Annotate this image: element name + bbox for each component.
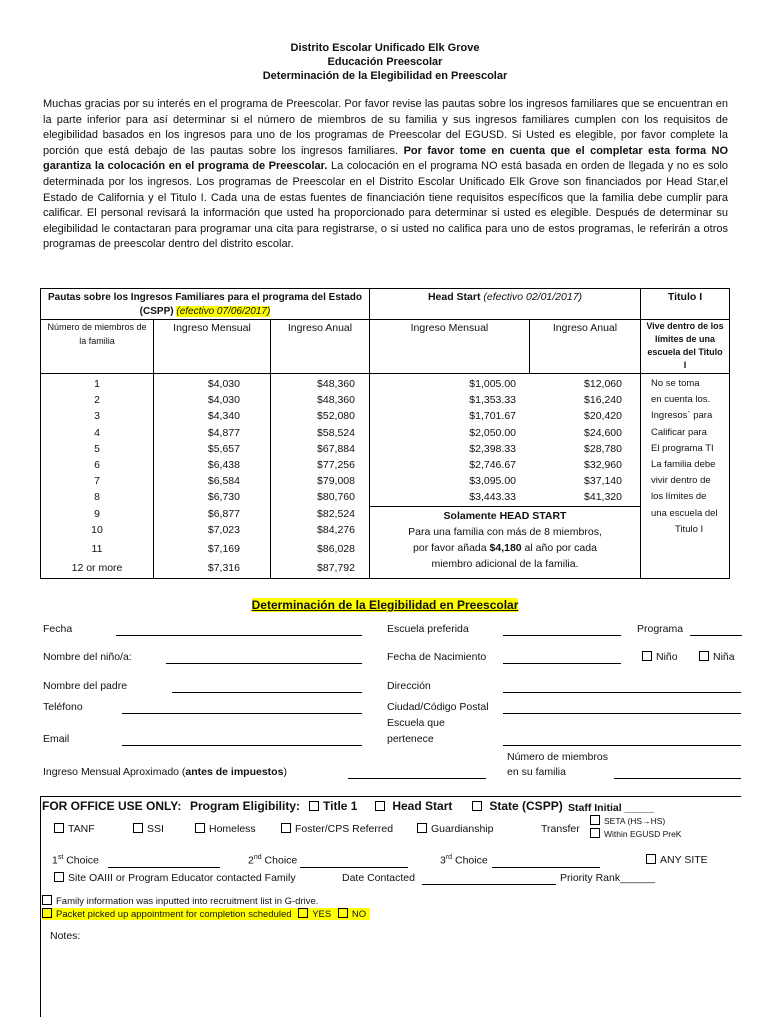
transfer-label: Transfer bbox=[541, 823, 580, 835]
checkbox-icon bbox=[472, 801, 482, 811]
email-field[interactable] bbox=[122, 745, 362, 746]
nombre-nino-label: Nombre del niño/a: bbox=[43, 651, 132, 663]
fecha-nac-label: Fecha de Nacimiento bbox=[387, 651, 487, 663]
first-choice-field[interactable] bbox=[108, 867, 220, 868]
checkbox-icon bbox=[417, 823, 427, 833]
monthly-cell: $7,316 bbox=[207, 562, 240, 575]
nombre-padre-label: Nombre del padre bbox=[43, 680, 128, 692]
hs-annual-cell: $16,240 bbox=[584, 394, 622, 407]
intro-text-1: Muchas gracias por su interés en el programa de Preescolar. Por favor revise las pautas sobre los ingresos familiares que se encuentran en la parte inferior para así determinar si el número de miembros de su familia y sus ingresos familiares cumplen con los requisitos de elegibilidad basados en los ingresos para uno de los programas de Preescolar del EGUSD. Si Usted es elegible, por favor complete la porción que está debajo de las pautas sobre los ingresos familiares. bbox=[43, 98, 728, 157]
notes-label: Notes: bbox=[50, 930, 81, 942]
escuela-field[interactable] bbox=[503, 635, 621, 636]
hs-monthly-cell: $2,398.33 bbox=[469, 442, 516, 455]
programa-field[interactable] bbox=[690, 635, 742, 636]
num-miembros-field[interactable] bbox=[614, 778, 741, 779]
telefono-label: Teléfono bbox=[43, 701, 83, 713]
checkbox-icon bbox=[699, 651, 709, 661]
checkbox-icon bbox=[133, 823, 143, 833]
ssi-checkbox[interactable]: SSI bbox=[133, 823, 164, 835]
checkbox-icon bbox=[375, 801, 385, 811]
hs-annual-cell: $32,960 bbox=[584, 459, 622, 472]
col-hs-annual: Ingreso Anual bbox=[529, 320, 640, 374]
hs-note: Para una familia con más de 8 miembros, por favor añada $4,180 al año por cada miembro adicional de la familia. bbox=[408, 525, 602, 570]
hs-monthly-cell: $2,746.67 bbox=[469, 459, 516, 472]
date-contacted-label: Date Contacted bbox=[342, 872, 415, 884]
escuela-pertenece-field[interactable] bbox=[503, 745, 741, 746]
members-cell: 5 bbox=[94, 442, 100, 455]
packet-checkbox[interactable]: Packet picked up appointment for completion scheduled YES NO bbox=[42, 908, 370, 920]
annual-cell: $82,524 bbox=[317, 507, 355, 520]
members-cell: 9 bbox=[94, 507, 100, 520]
monthly-cell: $6,438 bbox=[207, 459, 240, 472]
table-body-row bbox=[41, 374, 730, 579]
form-title: Determinación de la Elegibilidad en Preescolar bbox=[251, 598, 519, 612]
annual-cell: $58,524 bbox=[317, 426, 355, 439]
title1-checkbox[interactable]: Title 1 bbox=[309, 799, 357, 813]
hs-annual-cell: $20,420 bbox=[584, 410, 622, 423]
nombre-padre-field[interactable] bbox=[172, 692, 362, 693]
intro-text-2: La colocación en el programa NO está basada en orden de llegada y no es solo determinada por los ingresos. Los programas de Preescolar en el Distrito Escolar Unificado Elk Grove son financiados por Head Star,el Estado de California y el Titulo I. Cada una de estas fuentes de financiación tiene requisitos específicos que la familia debe cumplir para calificar. El personal revisará la información que usted ha proporcionado para determinar si usted es elegible. Después de determinar su elegibilidad le contactaran para programar una cita para registrarse, o si usted no califica para uno de estos programas, le referirán a otros programas de preescolar dentro del distrito escolar. bbox=[43, 160, 729, 251]
third-choice-field[interactable] bbox=[492, 867, 600, 868]
members-cell: 4 bbox=[94, 426, 100, 439]
nombre-nino-field[interactable] bbox=[166, 663, 362, 664]
fecha-nac-field[interactable] bbox=[503, 663, 621, 664]
checkbox-icon bbox=[646, 854, 656, 864]
hs-monthly-cell: $1,701.67 bbox=[469, 410, 516, 423]
checkbox-icon bbox=[590, 828, 600, 838]
checkbox-icon bbox=[195, 823, 205, 833]
direccion-label: Dirección bbox=[387, 680, 431, 692]
col-members: Número de miembros de la familia bbox=[41, 320, 154, 374]
foster-checkbox[interactable]: Foster/CPS Referred bbox=[281, 823, 393, 835]
page-title: Determinación de la Elegibilidad en Preescolar bbox=[262, 70, 508, 82]
programa-label: Programa bbox=[637, 623, 684, 635]
num-miembros-label-1: Número de miembros bbox=[507, 751, 608, 763]
titulo-header: Titulo I bbox=[641, 289, 730, 320]
monthly-cell: $4,340 bbox=[207, 410, 240, 423]
cspp-effective: (efectivo 07/06/2017) bbox=[176, 306, 271, 317]
family-info-checkbox[interactable]: Family information was inputted into recruitment list in G-drive. bbox=[42, 895, 318, 907]
yes-checkbox[interactable] bbox=[298, 908, 308, 918]
checkbox-icon bbox=[281, 823, 291, 833]
col-titulo: Vive dentro de los límites de una escuela del Titulo I bbox=[641, 320, 730, 374]
col-hs-monthly: Ingreso Mensual bbox=[370, 320, 530, 374]
cspp-header: Pautas sobre los Ingresos Familiares para el programa del Estado (CSPP) (efectivo 07/06/2017) bbox=[41, 289, 370, 320]
monthly-cell: $4,877 bbox=[207, 426, 240, 439]
telefono-field[interactable] bbox=[122, 713, 362, 714]
date-contacted-field[interactable] bbox=[422, 884, 556, 885]
hs-annual-cell: $41,320 bbox=[584, 491, 622, 504]
monthly-cell: $7,169 bbox=[207, 543, 240, 556]
head-start-checkbox[interactable]: Head Start bbox=[375, 799, 452, 813]
monthly-col bbox=[154, 374, 271, 579]
annual-cell: $52,080 bbox=[317, 410, 355, 423]
no-checkbox[interactable] bbox=[338, 908, 348, 918]
checkbox-icon bbox=[590, 815, 600, 825]
members-cell: 7 bbox=[94, 475, 100, 488]
any-site-checkbox[interactable]: ANY SITE bbox=[646, 854, 708, 866]
members-cell: 6 bbox=[94, 459, 100, 472]
checkbox-icon bbox=[54, 823, 64, 833]
intro-paragraph bbox=[43, 97, 728, 253]
monthly-cell: $6,730 bbox=[207, 491, 240, 504]
hs-monthly-cell: $1,353.33 bbox=[469, 394, 516, 407]
members-cell: 8 bbox=[94, 491, 100, 504]
guardianship-checkbox[interactable]: Guardianship bbox=[417, 823, 493, 835]
hs-monthly-cell: $2,050.00 bbox=[469, 426, 516, 439]
headstart-header: Head Start (efectivo 02/01/2017) bbox=[370, 289, 641, 320]
monthly-cell: $6,877 bbox=[207, 507, 240, 520]
escuela-label: Escuela preferida bbox=[387, 623, 469, 635]
email-label: Email bbox=[43, 733, 70, 745]
num-miembros-label-2: en su familia bbox=[507, 766, 566, 778]
monthly-cell: $6,584 bbox=[207, 475, 240, 488]
hs-only-label: Solamente HEAD START bbox=[370, 506, 640, 524]
hs-annual-cell: $37,140 bbox=[584, 475, 622, 488]
program-eligibility-label: Program Eligibility: bbox=[190, 799, 301, 813]
hs-monthly-cell: $1,005.00 bbox=[469, 378, 516, 390]
members-cell: 12 or more bbox=[71, 562, 123, 575]
col-annual: Ingreso Anual bbox=[271, 320, 370, 374]
hs-monthly-cell: $3,095.00 bbox=[469, 475, 516, 488]
seta-checkbox[interactable]: SETA (HS→HS) bbox=[590, 815, 665, 826]
members-col bbox=[41, 374, 154, 579]
hs-annual-cell: $12,060 bbox=[584, 378, 622, 390]
staff-initial-label: Staff Initial _____ bbox=[568, 802, 654, 814]
members-cell: 10 bbox=[91, 523, 103, 536]
site-oa-checkbox[interactable]: Site OAIII or Program Educator contacted Family bbox=[54, 872, 296, 884]
members-cell: 3 bbox=[94, 410, 100, 423]
within-egusd-checkbox[interactable]: Within EGUSD PreK bbox=[590, 828, 681, 839]
office-title: FOR OFFICE USE ONLY: bbox=[42, 799, 182, 813]
annual-cell: $48,360 bbox=[317, 378, 355, 390]
nino-checkbox[interactable]: Niño bbox=[642, 651, 678, 663]
annual-cell: $67,884 bbox=[317, 442, 355, 455]
monthly-cell: $7,023 bbox=[207, 523, 240, 536]
ingreso-field[interactable] bbox=[348, 778, 486, 779]
members-cell: 2 bbox=[94, 394, 100, 407]
escuela-que-label: Escuela que bbox=[387, 717, 445, 729]
annual-cell: $87,792 bbox=[317, 562, 355, 575]
checkbox-icon bbox=[42, 908, 52, 918]
homeless-checkbox[interactable]: Homeless bbox=[195, 823, 256, 835]
checkbox-icon bbox=[42, 895, 52, 905]
monthly-cell: $4,030 bbox=[207, 378, 240, 390]
annual-cell: $48,360 bbox=[317, 394, 355, 407]
headstart-col bbox=[370, 374, 641, 579]
hs-annual-cell: $24,600 bbox=[584, 426, 622, 439]
hs-monthly-cell: $3,443.33 bbox=[469, 491, 516, 504]
tanf-checkbox[interactable]: TANF bbox=[54, 823, 95, 835]
direccion-field[interactable] bbox=[503, 692, 741, 693]
monthly-cell: $5,657 bbox=[207, 442, 240, 455]
annual-cell: $77,256 bbox=[317, 459, 355, 472]
annual-cell: $86,028 bbox=[317, 543, 355, 556]
monthly-cell: $4,030 bbox=[207, 394, 240, 407]
titulo-note: No se toma en cuenta los. Ingresos` para Calificar para El programa TI La familia debe vivir dentro de los límites de una escuela del Titulo I bbox=[641, 374, 730, 579]
state-cspp-checkbox[interactable]: State (CSPP) bbox=[472, 799, 563, 813]
members-cell: 11 bbox=[91, 543, 103, 556]
hs-annual-cell: $28,780 bbox=[584, 442, 622, 455]
pertenece-label: pertenece bbox=[387, 733, 434, 745]
checkbox-icon bbox=[642, 651, 652, 661]
fecha-label: Fecha bbox=[43, 623, 73, 635]
annual-cell: $84,276 bbox=[317, 523, 355, 536]
annual-cell: $79,008 bbox=[317, 475, 355, 488]
annual-col bbox=[271, 374, 370, 579]
ciudad-label: Ciudad/Código Postal bbox=[387, 701, 489, 713]
checkbox-icon bbox=[309, 801, 319, 811]
priority-rank-label: Priority Rank______ bbox=[560, 872, 656, 884]
first-choice-label: 1st Choice bbox=[52, 854, 99, 867]
fecha-field[interactable] bbox=[116, 635, 362, 636]
checkbox-icon bbox=[54, 872, 64, 882]
col-monthly: Ingreso Mensual bbox=[154, 320, 271, 374]
members-cell: 1 bbox=[94, 378, 100, 390]
department-name: Educación Preescolar bbox=[327, 56, 443, 68]
ingreso-label: Ingreso Mensual Aproximado (antes de impuestos) bbox=[43, 766, 287, 778]
ciudad-field[interactable] bbox=[503, 713, 741, 714]
intro-bold-notice: Por favor tome en cuenta que el completar esta forma NO garantiza la colocación en el programa de Preescolar. bbox=[43, 144, 729, 173]
second-choice-field[interactable] bbox=[300, 867, 408, 868]
income-guidelines-table bbox=[40, 288, 730, 579]
annual-cell: $80,760 bbox=[317, 491, 355, 504]
second-choice-label: 2nd Choice bbox=[248, 854, 298, 867]
third-choice-label: 3rd Choice bbox=[440, 854, 488, 867]
district-name: Distrito Escolar Unificado Elk Grove bbox=[290, 42, 480, 54]
nina-checkbox[interactable]: Niña bbox=[699, 651, 735, 663]
